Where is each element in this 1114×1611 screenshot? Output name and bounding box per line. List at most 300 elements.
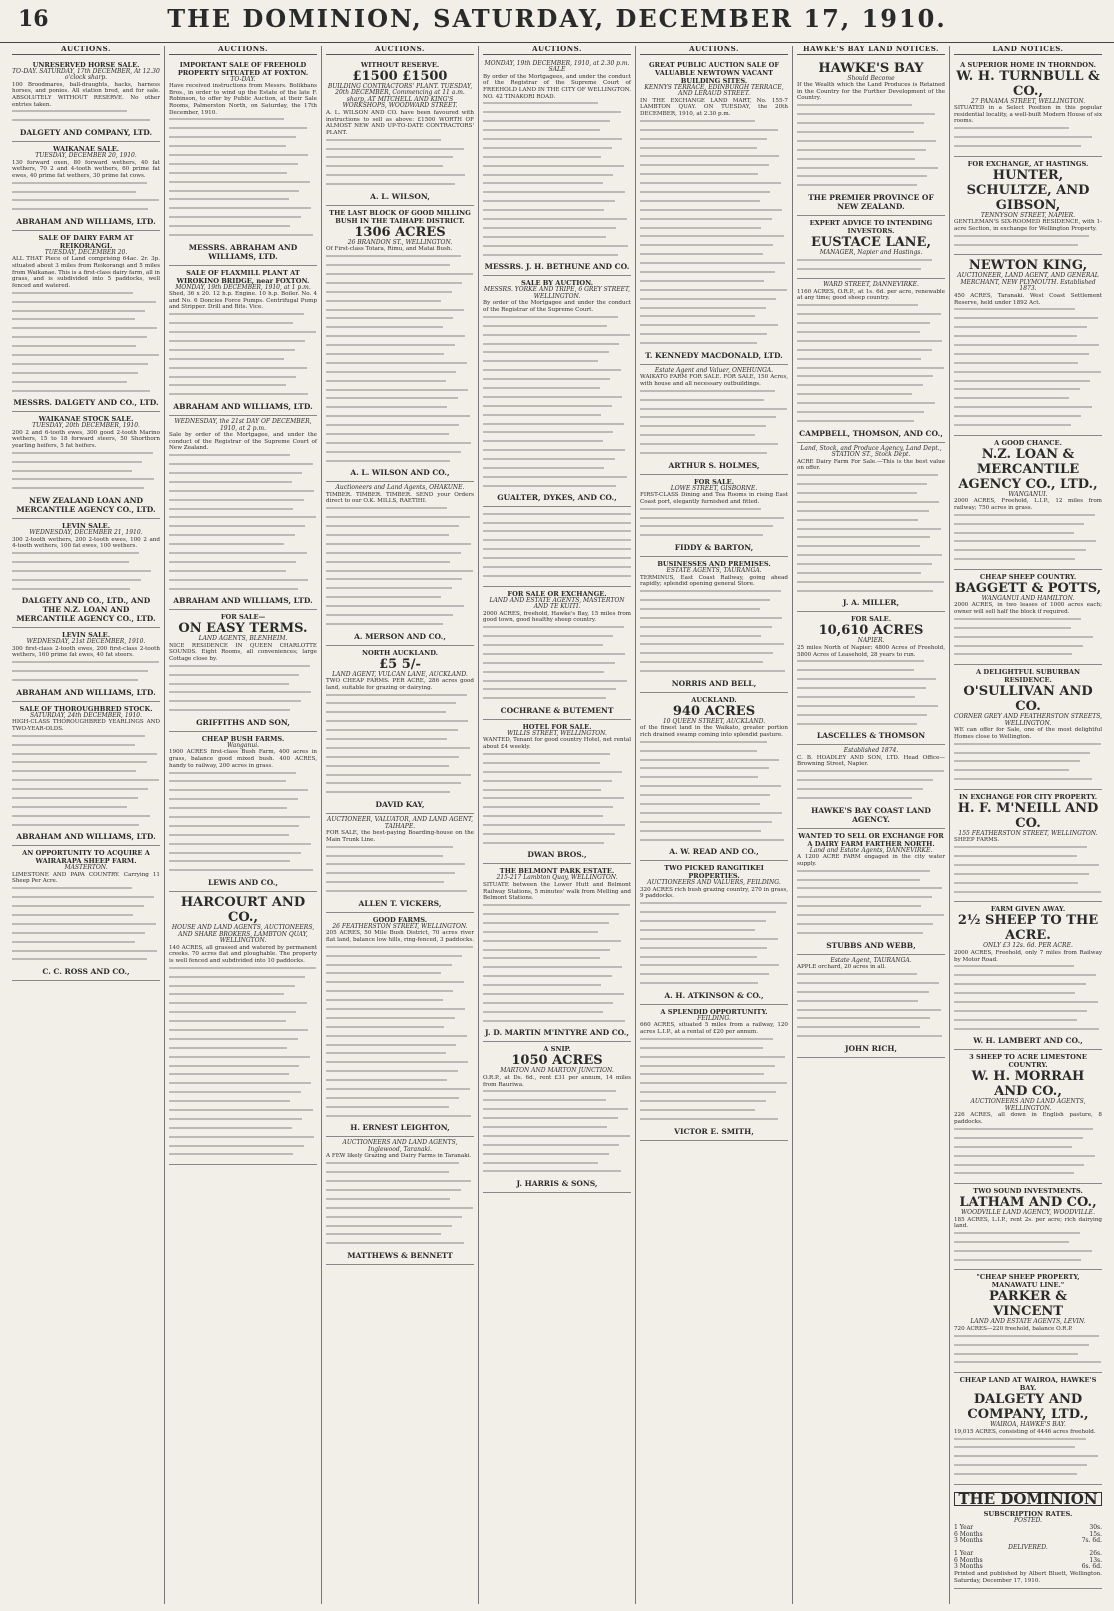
- ad-title: FARM GIVEN AWAY.: [990, 905, 1066, 914]
- text-line: [797, 563, 945, 570]
- ad-body: TIMBER. TIMBER. TIMBER. SEND your Orders direct to our O.K. MILLS, RAETIHI.: [326, 491, 474, 505]
- ad-subtitle: 215-217 Lambton Quay, WELLINGTON.: [496, 874, 618, 882]
- ad-headline: O'SULLIVAN AND CO.: [963, 684, 1093, 714]
- text-line: [12, 896, 160, 903]
- ad-body: 450 ACRES, Taranaki. West Coast Settlement Reserve, held under 1892 Act.: [954, 292, 1102, 306]
- text-line: [483, 254, 631, 261]
- text-line: [326, 1198, 474, 1205]
- text-line: [483, 530, 631, 537]
- text-line: [640, 525, 788, 532]
- text-line: [169, 665, 317, 672]
- ad-body: 720 ACRES—220 freehold, balance O.R.P.: [954, 1325, 1073, 1332]
- text-line: [640, 182, 788, 189]
- ad-subtitle: TUESDAY, DECEMBER 20.: [44, 248, 128, 256]
- text-line: [12, 208, 160, 215]
- ad-subtitle: Estate Agent, TAURANGA.: [830, 956, 912, 964]
- ad-title: SALE OF THOROUGHBRED STOCK.: [19, 704, 153, 713]
- text-line: [797, 1035, 945, 1042]
- text-line: [326, 863, 474, 870]
- ad-body: Shed, 36 x 20. 12 h.p. Engine. 10 h.p. Boiler. No. 4 and No. 6 Doncies Force Pumps. Centrifugal Pump and Stripper. Drill and Bits. Vice.: [169, 291, 317, 311]
- text-line: [954, 136, 1102, 143]
- advertisement: [169, 416, 317, 610]
- text-line: [797, 268, 945, 275]
- text-line: [640, 911, 788, 918]
- text-line: [483, 575, 631, 582]
- text-line: [483, 182, 631, 189]
- text-line: [483, 102, 631, 109]
- text-line: [483, 334, 631, 341]
- ad-title: AN OPPORTUNITY TO ACQUIRE A WAIRARAPA SHEEP FARM.: [22, 849, 150, 866]
- ad-headline: HUNTER, SCHULTZE, AND GIBSON,: [966, 167, 1090, 213]
- advertisement: [954, 436, 1102, 570]
- text-line: [326, 380, 474, 387]
- text-line: [169, 570, 317, 577]
- text-line: [640, 830, 788, 837]
- text-line: [169, 313, 317, 320]
- ad-body-lines: [169, 665, 317, 716]
- text-line: [326, 1207, 474, 1214]
- text-line: [797, 581, 945, 588]
- advertisement: [169, 610, 317, 732]
- ad-subtitle: TENNYSON STREET, NAPIER.: [980, 211, 1076, 219]
- advertisement: [640, 693, 788, 861]
- ad-headline: 1050 ACRES: [511, 1053, 603, 1069]
- ad-body-lines: [797, 973, 945, 1042]
- ad-subtitle: WANGANUI AND HAMILTON.: [981, 594, 1075, 602]
- posted-rates-table: [954, 1525, 1102, 1545]
- ad-body: SITUATE between the Lower Hutt and Belmont Railway Stations, 5 minutes' walk from Melling and Belmont Stations.: [483, 882, 631, 902]
- text-line: [169, 525, 317, 532]
- text-line: [169, 508, 317, 515]
- ad-body-lines: [640, 741, 788, 845]
- text-line: [169, 154, 317, 161]
- text-line: [483, 138, 631, 145]
- text-line: [797, 879, 945, 886]
- text-line: [640, 280, 788, 287]
- text-line: [483, 343, 631, 350]
- text-line: [640, 617, 788, 624]
- text-line: [797, 536, 945, 543]
- advertiser-name: A. H. ATKINSON & CO.,: [664, 990, 764, 1000]
- text-line: [12, 806, 160, 813]
- text-line: [326, 964, 474, 971]
- text-line: [797, 1026, 945, 1033]
- ad-subtitle: AUCTIONEERS AND VALUERS, FEILDING.: [647, 879, 781, 887]
- advertiser-name: ABRAHAM AND WILLIAMS, LTD.: [173, 401, 313, 411]
- text-line: [326, 561, 474, 568]
- delivered-label: DELIVERED.: [1008, 1543, 1048, 1551]
- text-line: [12, 815, 160, 822]
- text-line: [797, 483, 945, 490]
- newspaper-columns: [8, 46, 1106, 1604]
- text-line: [326, 946, 474, 953]
- advertiser-name: J. D. MARTIN M'INTYRE AND CO.,: [485, 1028, 629, 1038]
- rate-period: 3 Months: [954, 1563, 983, 1571]
- ad-body: 300 2-tooth wethers, 200 2-tooth ewes, 100 2 and 4-tooth wethers, 100 fat ewes, 100 wethers.: [12, 536, 160, 550]
- ad-subtitle: ESTATE AGENTS, TAURANGA.: [666, 566, 762, 574]
- text-line: [954, 983, 1102, 990]
- text-line: [954, 653, 1102, 660]
- text-line: [169, 1029, 317, 1036]
- advertisement: [483, 58, 631, 277]
- advertiser-name: ARTHUR S. HOLMES,: [668, 460, 760, 470]
- text-line: [483, 1002, 631, 1009]
- text-line: [797, 113, 945, 120]
- text-line: [169, 852, 317, 859]
- text-line: [483, 440, 631, 447]
- newspaper-title: THE DOMINION, SATURDAY, DECEMBER 17, 1910.: [167, 4, 947, 33]
- advertiser-name: A. W. READ AND CO.,: [669, 847, 759, 857]
- text-line: [326, 139, 474, 146]
- column-header: AUCTIONS.: [326, 46, 474, 55]
- ad-body: 185 ACRES, L.I.P., rent 2s. per acre; rich dairying land.: [954, 1216, 1102, 1230]
- text-line: [326, 291, 474, 298]
- text-line: [483, 325, 631, 332]
- text-line: [797, 779, 945, 786]
- text-line: [640, 416, 788, 423]
- text-line: [12, 390, 160, 397]
- text-line: [954, 235, 1102, 242]
- text-line: [797, 158, 945, 165]
- ad-body-lines: [797, 474, 945, 596]
- text-line: [483, 396, 631, 403]
- text-line: [169, 234, 317, 241]
- text-line: [169, 1153, 317, 1160]
- advertisement: [12, 628, 160, 701]
- text-line: [169, 198, 317, 205]
- text-line: [326, 534, 474, 541]
- text-line: [640, 399, 788, 406]
- ad-body: 2000 ACRES, Freehold, L.I.P., 12 miles from railway; 750 acres in grass.: [954, 498, 1102, 511]
- ad-headline: EUSTACE LANE,: [810, 234, 931, 250]
- ad-body-lines: [954, 127, 1102, 151]
- text-line: [169, 1091, 317, 1098]
- text-line: [483, 680, 631, 687]
- ad-subtitle: Estate Agent and Valuer, ONEHUNGA.: [654, 366, 774, 374]
- ad-body: SHEEP FARMS.: [954, 837, 1000, 844]
- ad-headline: 1306 ACRES: [354, 224, 446, 240]
- column-3: [322, 46, 479, 1604]
- text-line: [169, 534, 317, 541]
- text-line: [12, 679, 160, 686]
- text-line: [326, 1070, 474, 1077]
- text-line: [326, 747, 474, 754]
- text-line: [326, 972, 474, 979]
- text-line: [326, 156, 474, 163]
- text-line: [169, 1136, 317, 1143]
- text-line: [483, 1153, 631, 1160]
- ad-body: 100 Broodmares, ball-draughts, hacks, harness horses, and ponies. All station bred, and for sale. ABSOLUTELY WITHOUT RESERVE. No other entries taken.: [12, 81, 160, 108]
- text-line: [797, 590, 945, 597]
- ad-body: FOR SALE, the best-paying Boarding-house on the Main Trunk Line.: [326, 830, 474, 843]
- ad-body-lines: [954, 1232, 1102, 1265]
- ad-body-lines: [483, 102, 631, 260]
- text-line: [169, 1020, 317, 1027]
- text-line: [797, 420, 945, 427]
- text-line: [12, 292, 160, 299]
- text-line: [483, 245, 631, 252]
- text-line: [640, 209, 788, 216]
- text-line: [640, 599, 788, 606]
- text-line: [12, 761, 160, 768]
- ad-subtitle: MONDAY, 19th DECEMBER, 1910, at 2.30 p.m. SALE: [484, 59, 630, 74]
- advertiser-name: LASCELLES & THOMSON: [816, 731, 926, 741]
- advertisement: [640, 475, 788, 557]
- text-line: [797, 723, 945, 730]
- text-line: [640, 1118, 788, 1125]
- advertisement: [954, 790, 1102, 903]
- text-line: [954, 388, 1102, 395]
- text-line: [640, 155, 788, 162]
- text-line: [797, 340, 945, 347]
- text-line: [640, 1109, 788, 1116]
- text-line: [169, 1056, 317, 1063]
- text-line: [326, 335, 474, 342]
- page-number: 16: [18, 6, 49, 32]
- text-line: [12, 487, 160, 494]
- text-line: [326, 543, 474, 550]
- text-line: [483, 1170, 631, 1177]
- text-line: [797, 358, 945, 365]
- ad-body-lines: [169, 118, 317, 240]
- ad-headline: £5 5/-: [379, 656, 421, 672]
- advertisement: [12, 702, 160, 847]
- text-line: [483, 405, 631, 412]
- text-line: [326, 605, 474, 612]
- ad-title: TWO PICKED RANGITIKEI PROPERTIES.: [664, 864, 764, 881]
- ad-body-lines: [326, 846, 474, 897]
- text-line: [12, 182, 160, 189]
- text-line: [326, 1162, 474, 1169]
- ad-body-lines: [640, 508, 788, 541]
- text-line: [797, 1000, 945, 1007]
- ad-body: 1900 ACRES first-class Bush Farm, 400 acres in grass, balance good mixed bush. 400 ACRES, handy to railway, 200 acres in grass.: [169, 749, 317, 769]
- text-line: [640, 517, 788, 524]
- text-line: [483, 1011, 631, 1018]
- text-line: [169, 683, 317, 690]
- text-line: [483, 423, 631, 430]
- text-line: [169, 376, 317, 383]
- text-line: [326, 255, 474, 262]
- rate-price: 7s. 6d.: [1081, 1537, 1102, 1545]
- ad-title: FOR SALE—: [220, 613, 266, 622]
- ad-body-lines: [954, 235, 1102, 250]
- text-line: [954, 353, 1102, 360]
- text-line: [326, 1106, 474, 1113]
- text-line: [797, 313, 945, 320]
- text-line: [483, 949, 631, 956]
- rate-period: 1 Year: [954, 1550, 974, 1558]
- text-line: [326, 881, 474, 888]
- ad-body: 19,015 ACRES, consisting of 4446 acres freehold.: [954, 1428, 1096, 1435]
- ad-body-lines: [12, 292, 160, 396]
- text-line: [797, 887, 945, 894]
- ad-subtitle: WAIROA, HAWKE'S BAY.: [990, 1421, 1066, 1429]
- text-line: [169, 516, 317, 523]
- text-line: [954, 406, 1102, 413]
- text-line: [640, 759, 788, 766]
- ad-subtitle: WANGANUI.: [1008, 490, 1048, 498]
- text-line: [12, 753, 160, 760]
- text-line: [797, 259, 945, 266]
- ad-headline: DALGETY AND COMPANY, LTD.,: [967, 1392, 1089, 1423]
- advertiser-name: NEW ZEALAND LOAN AND MERCANTILE AGENCY CO., LTD.: [16, 495, 156, 514]
- ad-subtitle: BUILDING CONTRACTORS' PLANT. TUESDAY, 20th DECEMBER, Commencing at 11 a.m. sharp, AT MITCHELL AND KING'S WORKSHOPS, WOODWARD STREET.: [327, 82, 473, 110]
- advertiser-name: ABRAHAM AND WILLIAMS, LTD.: [16, 832, 156, 842]
- text-line: [326, 1242, 474, 1249]
- ad-subtitle: NAPIER.: [857, 637, 885, 645]
- text-line: [797, 349, 945, 356]
- text-line: [169, 772, 317, 779]
- ad-body-lines: [640, 390, 788, 459]
- text-line: [12, 381, 160, 388]
- advertisement: [12, 58, 160, 142]
- text-line: [797, 914, 945, 921]
- text-line: [797, 870, 945, 877]
- ad-headline: 2½ SHEEP TO THE ACRE.: [957, 913, 1099, 944]
- ad-subtitle: 27 PANAMA STREET, WELLINGTON.: [970, 97, 1086, 105]
- advertisement: [640, 365, 788, 475]
- text-line: [169, 993, 317, 1000]
- text-line: [326, 694, 474, 701]
- text-line: [640, 956, 788, 963]
- ad-headline: W. H. MORRAH AND CO.,: [971, 1069, 1085, 1100]
- rate-price: 26s.: [1089, 1550, 1102, 1558]
- text-line: [640, 534, 788, 541]
- text-line: [169, 816, 317, 823]
- advertisement: [797, 745, 945, 828]
- advertiser-name: FIDDY & BARTON,: [674, 542, 754, 552]
- ad-body: LIMESTONE AND PAPA COUNTRY. Carrying 11 Sheep Per Acre.: [12, 871, 160, 885]
- advertiser-name: MESSRS. J. H. BETHUNE AND CO.: [484, 262, 630, 272]
- text-line: [640, 776, 788, 783]
- text-line: [483, 1099, 631, 1106]
- text-line: [483, 548, 631, 555]
- advertisement: [12, 231, 160, 412]
- text-line: [169, 481, 317, 488]
- ad-body-lines: [954, 965, 1102, 1034]
- text-line: [954, 1146, 1102, 1153]
- text-line: [326, 552, 474, 559]
- text-line: [326, 890, 474, 897]
- text-line: [797, 474, 945, 481]
- ad-body-lines: [326, 507, 474, 629]
- text-line: [797, 393, 945, 400]
- ad-body: If the Wealth which the Land Produces is Retained in the Country for the Further Development of the Country.: [797, 82, 945, 102]
- text-line: [169, 136, 317, 143]
- text-line: [326, 578, 474, 585]
- ad-body-lines: [483, 626, 631, 704]
- ad-body: WE can offer for Sale, one of the most delightful Homes close to Wellington.: [954, 727, 1102, 740]
- text-line: [169, 674, 317, 681]
- advertiser-name: LEWIS AND CO.,: [207, 877, 279, 887]
- text-line: [483, 975, 631, 982]
- text-line: [326, 999, 474, 1006]
- text-line: [483, 789, 631, 796]
- text-line: [326, 309, 474, 316]
- advertisement: [640, 58, 788, 365]
- text-line: [483, 539, 631, 546]
- ad-body-lines: [326, 946, 474, 1122]
- text-line: [483, 209, 631, 216]
- text-line: [326, 1061, 474, 1068]
- column-2: [165, 46, 322, 1604]
- text-line: [326, 855, 474, 862]
- text-line: [640, 235, 788, 242]
- text-line: [954, 1155, 1102, 1162]
- text-line: [12, 941, 160, 948]
- text-line: [954, 1010, 1102, 1017]
- text-line: [954, 882, 1102, 889]
- advertiser-name: VICTOR E. SMITH,: [674, 1126, 754, 1136]
- ad-body: C. B. HOADLEY AND SON, LTD. Head Office—Browning Street, Napier.: [797, 754, 945, 768]
- text-line: [640, 1056, 788, 1063]
- ad-subtitle: 10 QUEEN STREET, AUCKLAND.: [662, 717, 766, 725]
- ad-body-lines: [483, 316, 631, 492]
- ad-title: LEVIN SALE.: [61, 521, 111, 530]
- text-line: [12, 735, 160, 742]
- text-line: [954, 1019, 1102, 1026]
- text-line: [640, 839, 788, 846]
- text-line: [483, 485, 631, 492]
- text-line: [954, 846, 1102, 853]
- text-line: [169, 780, 317, 787]
- text-line: [12, 779, 160, 786]
- text-line: [12, 579, 160, 586]
- ad-title: WAIKANAE SALE.: [52, 144, 120, 153]
- text-line: [640, 1047, 788, 1054]
- ad-body: By order of the Mortgagees, and under the conduct of the Registrar of the Supreme Court of FREEHOLD LAND IN THE CITY OF WELLINGTON. NO. 42 TINAKORI ROAD.: [483, 73, 631, 100]
- text-line: [954, 965, 1102, 972]
- ad-body: 320 ACRES rich bush grazing country, 270 in grass, 9 paddocks.: [640, 886, 788, 900]
- text-line: [640, 785, 788, 792]
- text-line: [326, 148, 474, 155]
- text-line: [326, 371, 474, 378]
- text-line: [483, 1117, 631, 1124]
- text-line: [640, 902, 788, 909]
- ad-body-lines: [954, 743, 1102, 785]
- text-line: [640, 947, 788, 954]
- text-line: [12, 570, 160, 577]
- ad-subtitle: Wanganui.: [226, 741, 260, 749]
- text-line: [797, 905, 945, 912]
- text-line: [797, 660, 945, 667]
- text-line: [169, 340, 317, 347]
- text-line: [483, 671, 631, 678]
- text-line: [12, 318, 160, 325]
- text-line: [797, 167, 945, 174]
- text-line: [12, 345, 160, 352]
- text-line: [640, 750, 788, 757]
- advertisement: [326, 814, 474, 913]
- advertiser-name: ABRAHAM AND WILLIAMS, LTD.: [16, 216, 156, 226]
- text-line: [640, 590, 788, 597]
- text-line: [326, 406, 474, 413]
- text-line: [797, 554, 945, 561]
- text-line: [169, 1065, 317, 1072]
- text-line: [954, 1464, 1102, 1471]
- text-line: [483, 156, 631, 163]
- text-line: [326, 507, 474, 514]
- ad-body: 200 2 and 6-tooth ewes, 300 good 2-tooth Marino wethers, 15 to 18 forward steers, 50 Shorthorn yearling heifers, 5 fat heifers.: [12, 429, 160, 449]
- text-line: [797, 104, 945, 111]
- text-line: [169, 588, 317, 595]
- text-line: [326, 516, 474, 523]
- text-line: [954, 317, 1102, 324]
- text-line: [640, 138, 788, 145]
- text-line: [954, 1455, 1102, 1462]
- text-line: [797, 367, 945, 374]
